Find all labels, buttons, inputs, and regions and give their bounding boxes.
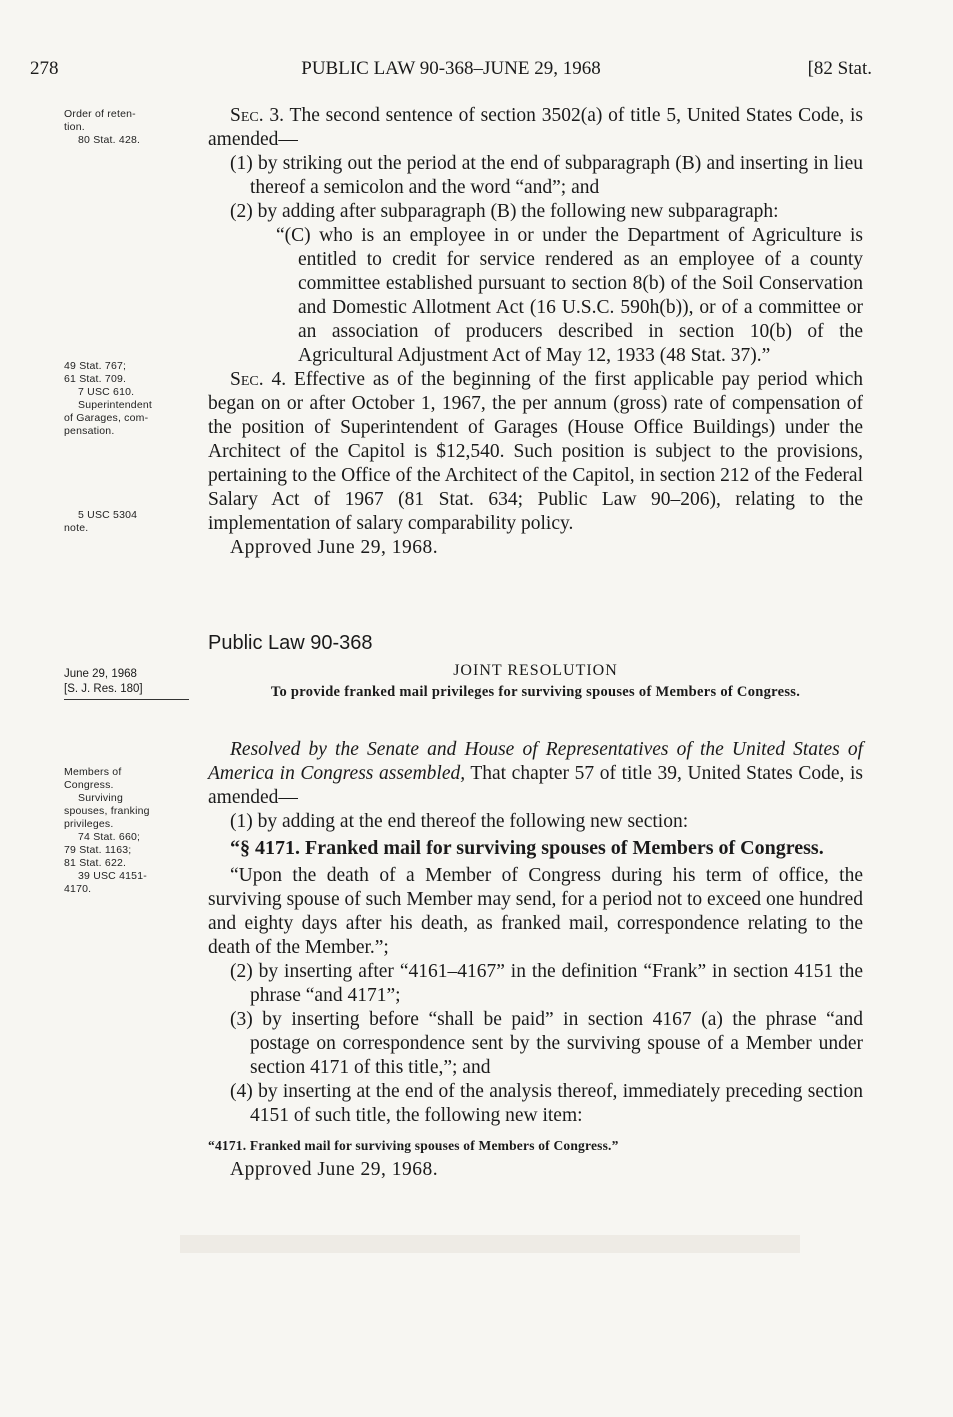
resolution-number: [S. J. Res. 180] [64, 682, 189, 700]
section-4: Sec. 4. Effective as of the beginning of the first applicable pay period which began on or after October 1, 1967, the per annum (gross) rate of compensation of the position of Superintendent of Garages (House Office Buildings) under the Architect of the Capitol is $12,540. Such position is subject to the provisions, pertaining to the Office of the Architect of the Capitol, in section 212 of the Federal Salary Act of 1967 (81 Stat. 634; Public Law 90–206), relating to the implementation of salary comparability policy. [208, 369, 863, 534]
volume-ref: [82 Stat. [807, 58, 872, 79]
joint-resolution-purpose: To provide franked mail privileges for surviving spouses of Members of Congress. [270, 684, 801, 700]
section-3-item-1: (1) by striking out the period at the end of subparagraph (B) and inserting in lieu thereof a semicolon and the word “and”; and [230, 153, 863, 198]
page-number: 278 [30, 58, 59, 79]
section-3-intro: Sec. 3. The second sentence of section 3502(a) of title 5, United States Code, is amended— [208, 105, 863, 150]
section-3-quote: “(C) who is an employee in or under the Department of Agriculture is entitled to credit for service rendered as an employee of a county committee established pursuant to section 8(b) of the Soil Conservation and Domestic Allotment Act (16 U.S.C. 590h(b)), or of a committee or an association of producers described in section 10(b) of the Agricultural Adjustment Act of May 12, 1933 (48 Stat. 37).” [276, 225, 863, 366]
sections-3-4 [208, 104, 863, 560]
joint-resolution-heading: JOINT RESOLUTION [453, 662, 618, 679]
approved-date-2: Approved June 29, 1968. [230, 1159, 439, 1180]
resolution-date-box [64, 667, 189, 700]
margin-note-members: Members of Congress. Surviving spouses, franking privileges. 74 Stat. 660; 79 Stat. 1163; 81 Stat. 622. 39 USC 4151- 4170. [64, 766, 150, 895]
bleed-through [180, 1235, 800, 1253]
amendment-item-1: (1) by adding at the end thereof the following new section: [230, 811, 689, 832]
margin-note-superintendent: 49 Stat. 767; 61 Stat. 709. 7 USC 610. Superintendent of Garages, com- pensation. [64, 360, 153, 437]
resolution-date: June 29, 1968 [64, 668, 137, 680]
public-law-title: Public Law 90-368 [208, 632, 373, 654]
section-4171-text: “Upon the death of a Member of Congress during his term of office, the surviving spouse of such Member may send, for a period not to exceed one hundred and eighty days after his death, as franked mail, correspondence relating to the death of the Member.”; [208, 865, 863, 958]
analysis-item: “4171. Franked mail for surviving spouses of Members of Congress.” [208, 1138, 619, 1153]
resolution-body [208, 738, 863, 1182]
margin-note-order: Order of reten- tion. 80 Stat. 428. [64, 108, 141, 146]
amendment-item-4: (4) by inserting at the end of the analysis thereof, immediately preceding section 4151 of such title, the following new item: [230, 1081, 863, 1126]
amendment-item-3: (3) by inserting before “shall be paid” in section 4167 (a) the phrase “and postage on correspondence sent by the surviving spouse of a Member under section 4171 of this title,”; and [230, 1009, 863, 1078]
running-title: PUBLIC LAW 90-368–JUNE 29, 1968 [301, 58, 601, 79]
section-3-item-2: (2) by adding after subparagraph (B) the following new subparagraph: [230, 201, 779, 222]
amendment-item-2: (2) by inserting after “4161–4167” in the definition “Frank” in section 4151 the phrase “and 4171”; [230, 961, 863, 1006]
section-4171-heading: “§ 4171. Franked mail for surviving spouses of Members of Congress. [230, 837, 824, 859]
approved-date-1: Approved June 29, 1968. [230, 537, 439, 558]
page-header [30, 58, 872, 84]
margin-note-usc5304: 5 USC 5304 note. [64, 509, 138, 534]
resolving-clause: Resolved by the Senate and House of Representatives of the United States of America in Congress assembled, That chapter 57 of title 39, United States Code, is amended— [208, 739, 863, 808]
